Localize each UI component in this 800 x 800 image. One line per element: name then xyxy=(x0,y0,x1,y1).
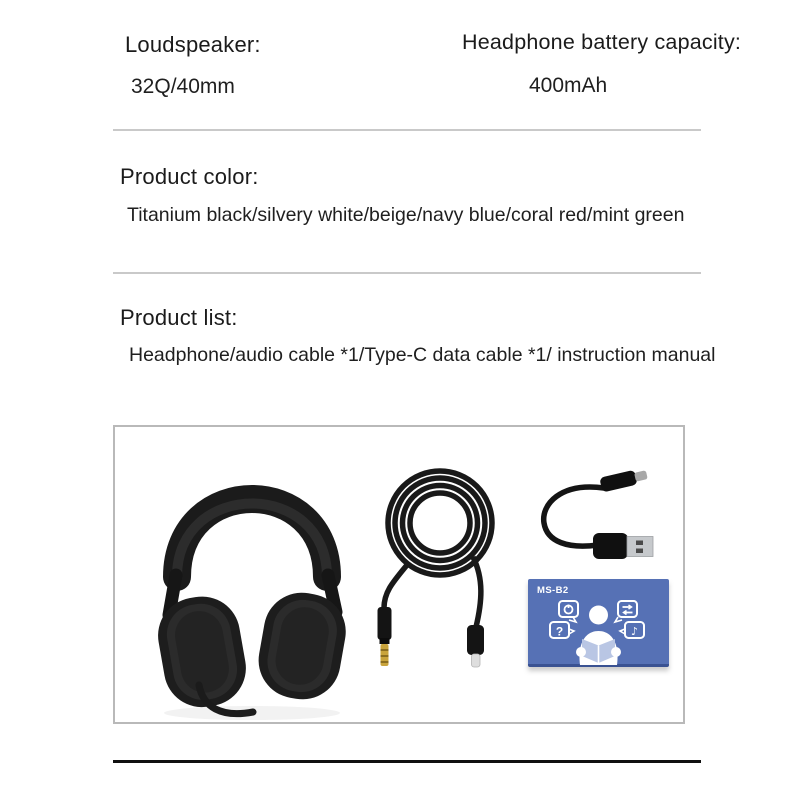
loudspeaker-label: Loudspeaker: xyxy=(125,32,261,57)
music-note-glyph: ♪ xyxy=(630,625,639,638)
battery-capacity-label: Headphone battery capacity: xyxy=(462,30,742,54)
product-gallery-box xyxy=(113,425,685,724)
usb-cable-icon xyxy=(544,467,653,559)
manual-card-illustration xyxy=(528,579,669,667)
section-divider-middle xyxy=(113,272,701,274)
headphones-icon xyxy=(152,499,352,720)
product-list-label: Product list: xyxy=(120,305,238,330)
battery-capacity-value: 400mAh xyxy=(529,74,608,97)
person-reading-icon xyxy=(576,606,621,666)
product-color-value: Titanium black/silvery white/beige/navy blue/coral red/mint green xyxy=(127,204,685,226)
product-color-label: Product color: xyxy=(120,164,259,189)
product-list-value: Headphone/audio cable *1/Type-C data cable *1/ instruction manual xyxy=(129,344,716,366)
instruction-manual-card xyxy=(528,579,669,667)
power-icon xyxy=(559,601,578,622)
usb-a-connector xyxy=(593,533,653,559)
audio-jack-gold-tip xyxy=(381,644,389,666)
type-c-tip xyxy=(472,654,481,667)
swap-arrows-icon xyxy=(615,601,637,622)
manual-model-label: MS-B2 xyxy=(537,585,569,596)
audio-cable-icon xyxy=(378,471,493,667)
type-c-connector xyxy=(599,467,648,492)
product-gallery-illustration xyxy=(115,427,683,722)
section-divider-top xyxy=(113,129,701,131)
bottom-rule xyxy=(113,760,701,763)
loudspeaker-value: 32Q/40mm xyxy=(131,75,235,98)
question-glyph: ? xyxy=(555,624,564,639)
